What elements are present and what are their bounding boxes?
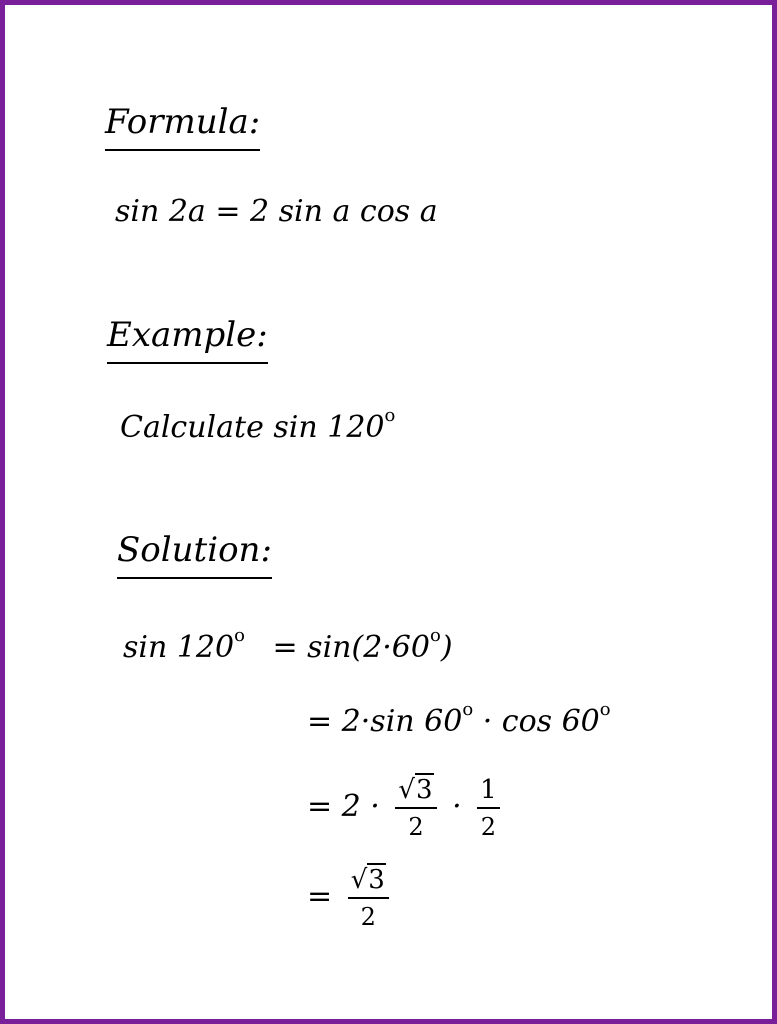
fraction-denominator: 2 xyxy=(408,813,424,841)
degree-symbol: o xyxy=(599,699,611,720)
solution-line-1-rhs: = sin(2·60 xyxy=(272,630,430,665)
radicand: 3 xyxy=(415,775,433,805)
fraction-denominator: 2 xyxy=(360,903,376,931)
fraction-numerator xyxy=(348,867,389,899)
solution-line-4-prefix: = xyxy=(307,879,333,914)
solution-line-2 xyxy=(307,701,611,737)
sqrt-icon: √ xyxy=(350,865,368,895)
fraction-numerator xyxy=(395,777,436,809)
degree-symbol: o xyxy=(234,625,245,646)
example-calculate-text: Calculate sin 120 xyxy=(120,410,385,445)
example-text xyxy=(120,407,395,443)
degree-symbol: o xyxy=(384,405,396,426)
fraction-numerator: 1 xyxy=(477,777,500,809)
sqrt-icon: √ xyxy=(398,775,415,805)
solution-line-2-part2: · cos 60 xyxy=(482,704,600,739)
solution-line-3-mid: · xyxy=(452,789,462,824)
solution-line-1-lhs: sin 120 xyxy=(123,630,235,665)
solution-line-2-part1: = 2·sin 60 xyxy=(307,704,463,739)
degree-symbol: o xyxy=(430,625,441,646)
fraction-denominator: 2 xyxy=(480,813,497,841)
solution-line-1 xyxy=(123,627,453,663)
solution-line-1-close: ) xyxy=(440,630,453,665)
fraction-sqrt3-over-2-result xyxy=(348,867,389,929)
fraction-sqrt3-over-2 xyxy=(395,777,436,839)
solution-line-3-prefix: = 2 · xyxy=(307,789,380,824)
formula-heading: Formula: xyxy=(105,105,260,151)
formula-expression: sin 2a = 2 sin a cos a xyxy=(115,194,438,229)
radicand: 3 xyxy=(368,865,385,895)
example-heading: Example: xyxy=(107,318,268,364)
degree-symbol: o xyxy=(462,699,474,720)
solution-line-4 xyxy=(307,867,395,929)
fraction-1-over-2 xyxy=(477,777,500,839)
solution-heading: Solution: xyxy=(117,533,272,579)
solution-line-3 xyxy=(307,777,506,839)
